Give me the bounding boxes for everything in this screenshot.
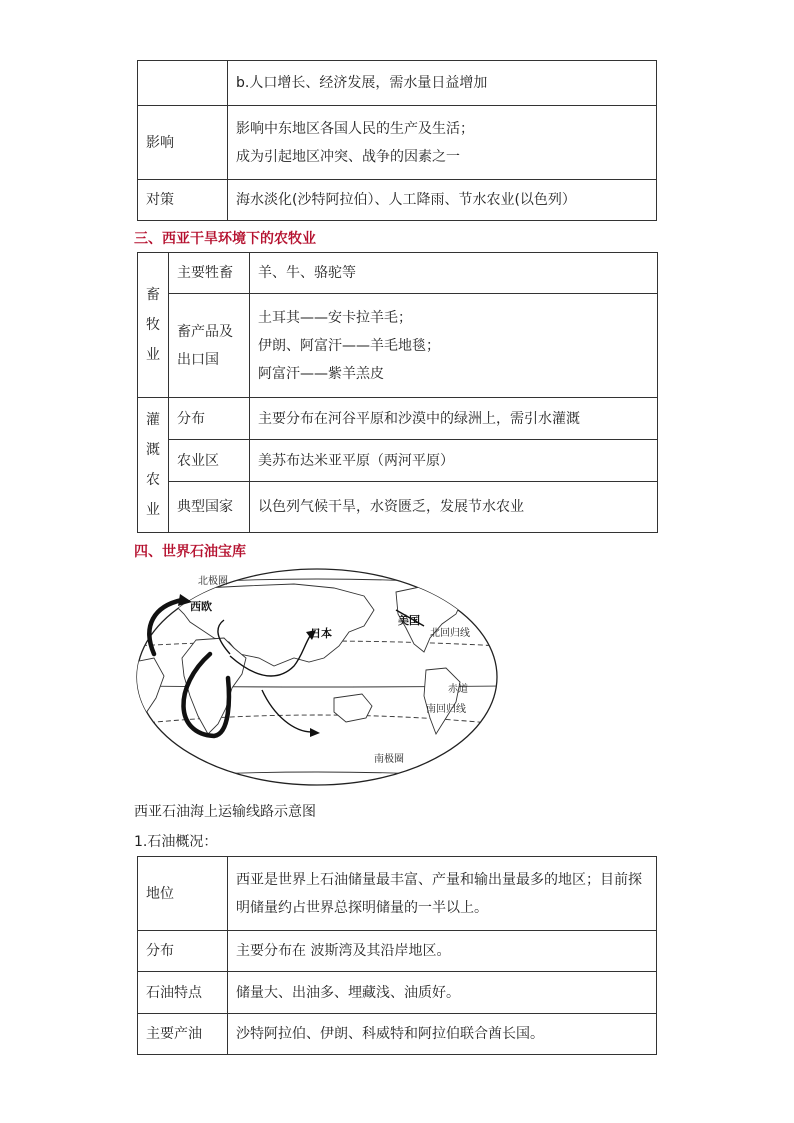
row-label: 畜产品及 出口国 [169,294,250,398]
row-label: 地位 [138,857,228,931]
map-label-equator: 赤道 [448,684,468,695]
row-text: 沙特阿拉伯、伊朗、科威特和阿拉伯联合酋长国。 [228,1014,657,1055]
row-label: 典型国家 [169,482,250,533]
row-text: 主要分布在河谷平原和沙漠中的绿洲上，需引水灌溉 [250,398,658,440]
group-label-pastoral: 畜 牧 业 [138,253,169,398]
map-caption: 西亚石油海上运输线路示意图 [134,804,316,820]
row-text [228,106,657,180]
row-text: b.人口增长、经济发展，需水量日益增加 [228,61,657,106]
row-text: 海水淡化(沙特阿拉伯）、人工降雨、节水农业(以色列） [228,180,657,221]
row-text: 美苏布达米亚平原（两河平原） [250,440,658,482]
row-label: 分布 [169,398,250,440]
row-text: 土耳其——安卡拉羊毛； 伊朗、阿富汗——羊毛地毯； 阿富汗——紫羊羔皮 [250,294,658,398]
row-label: 主要牲畜 [169,253,250,294]
row-text: 以色列气候干旱，水资匮乏，发展节水农业 [250,482,658,533]
map-label-south-polar: 南极圈 [374,754,404,765]
water-table [137,60,657,221]
table-row [138,1014,657,1055]
row-label: 主要产油 [138,1014,228,1055]
row-label: 石油特点 [138,972,228,1014]
row-text: 羊、牛、骆驼等 [250,253,658,294]
table-row [138,972,657,1014]
row-text: 主要分布在 波斯湾及其沿岸地区。 [228,931,657,972]
group-label-irrigated: 灌 溉 农 业 [138,398,169,533]
section-heading: 三、西亚干旱环境下的农牧业 [134,231,316,247]
map-label-north-polar: 北极圈 [198,576,228,587]
agriculture-table [137,252,658,533]
table-row [138,482,658,533]
oil-route-map [134,566,500,788]
table-row [138,440,658,482]
table-row [138,61,657,106]
row-label: 影响 [138,106,228,180]
table-row [138,106,657,180]
subheading: 1.石油概况： [134,834,218,850]
table-row [138,398,658,440]
map-label-tropic-capricorn: 南回归线 [426,704,466,715]
row-text: 西亚是世界上石油储量最丰富、产量和输出量最多的地区；目前探 明储量约占世界总探明储量的一半以上。 [228,857,657,931]
text-line: 成为引起地区冲突、战争的因素之一 [236,148,460,165]
table-row [138,857,657,931]
table-row [138,253,658,294]
map-label-usa: 美国 [398,614,420,627]
row-label [138,61,228,106]
text-line: 影响中东地区各国人民的生产及生活； [236,120,474,137]
map-label-japan: 日本 [310,627,332,640]
row-text: 储量大、出油多、埋藏浅、油质好。 [228,972,657,1014]
row-label: 对策 [138,180,228,221]
oil-overview-table [137,856,657,1055]
map-label-tropic-cancer: 北回归线 [430,628,470,639]
table-row [138,180,657,221]
row-label: 农业区 [169,440,250,482]
section-heading: 四、世界石油宝库 [134,544,246,560]
table-row [138,931,657,972]
table-row [138,294,658,398]
map-label-west-europe: 西欧 [190,600,212,613]
row-label: 分布 [138,931,228,972]
